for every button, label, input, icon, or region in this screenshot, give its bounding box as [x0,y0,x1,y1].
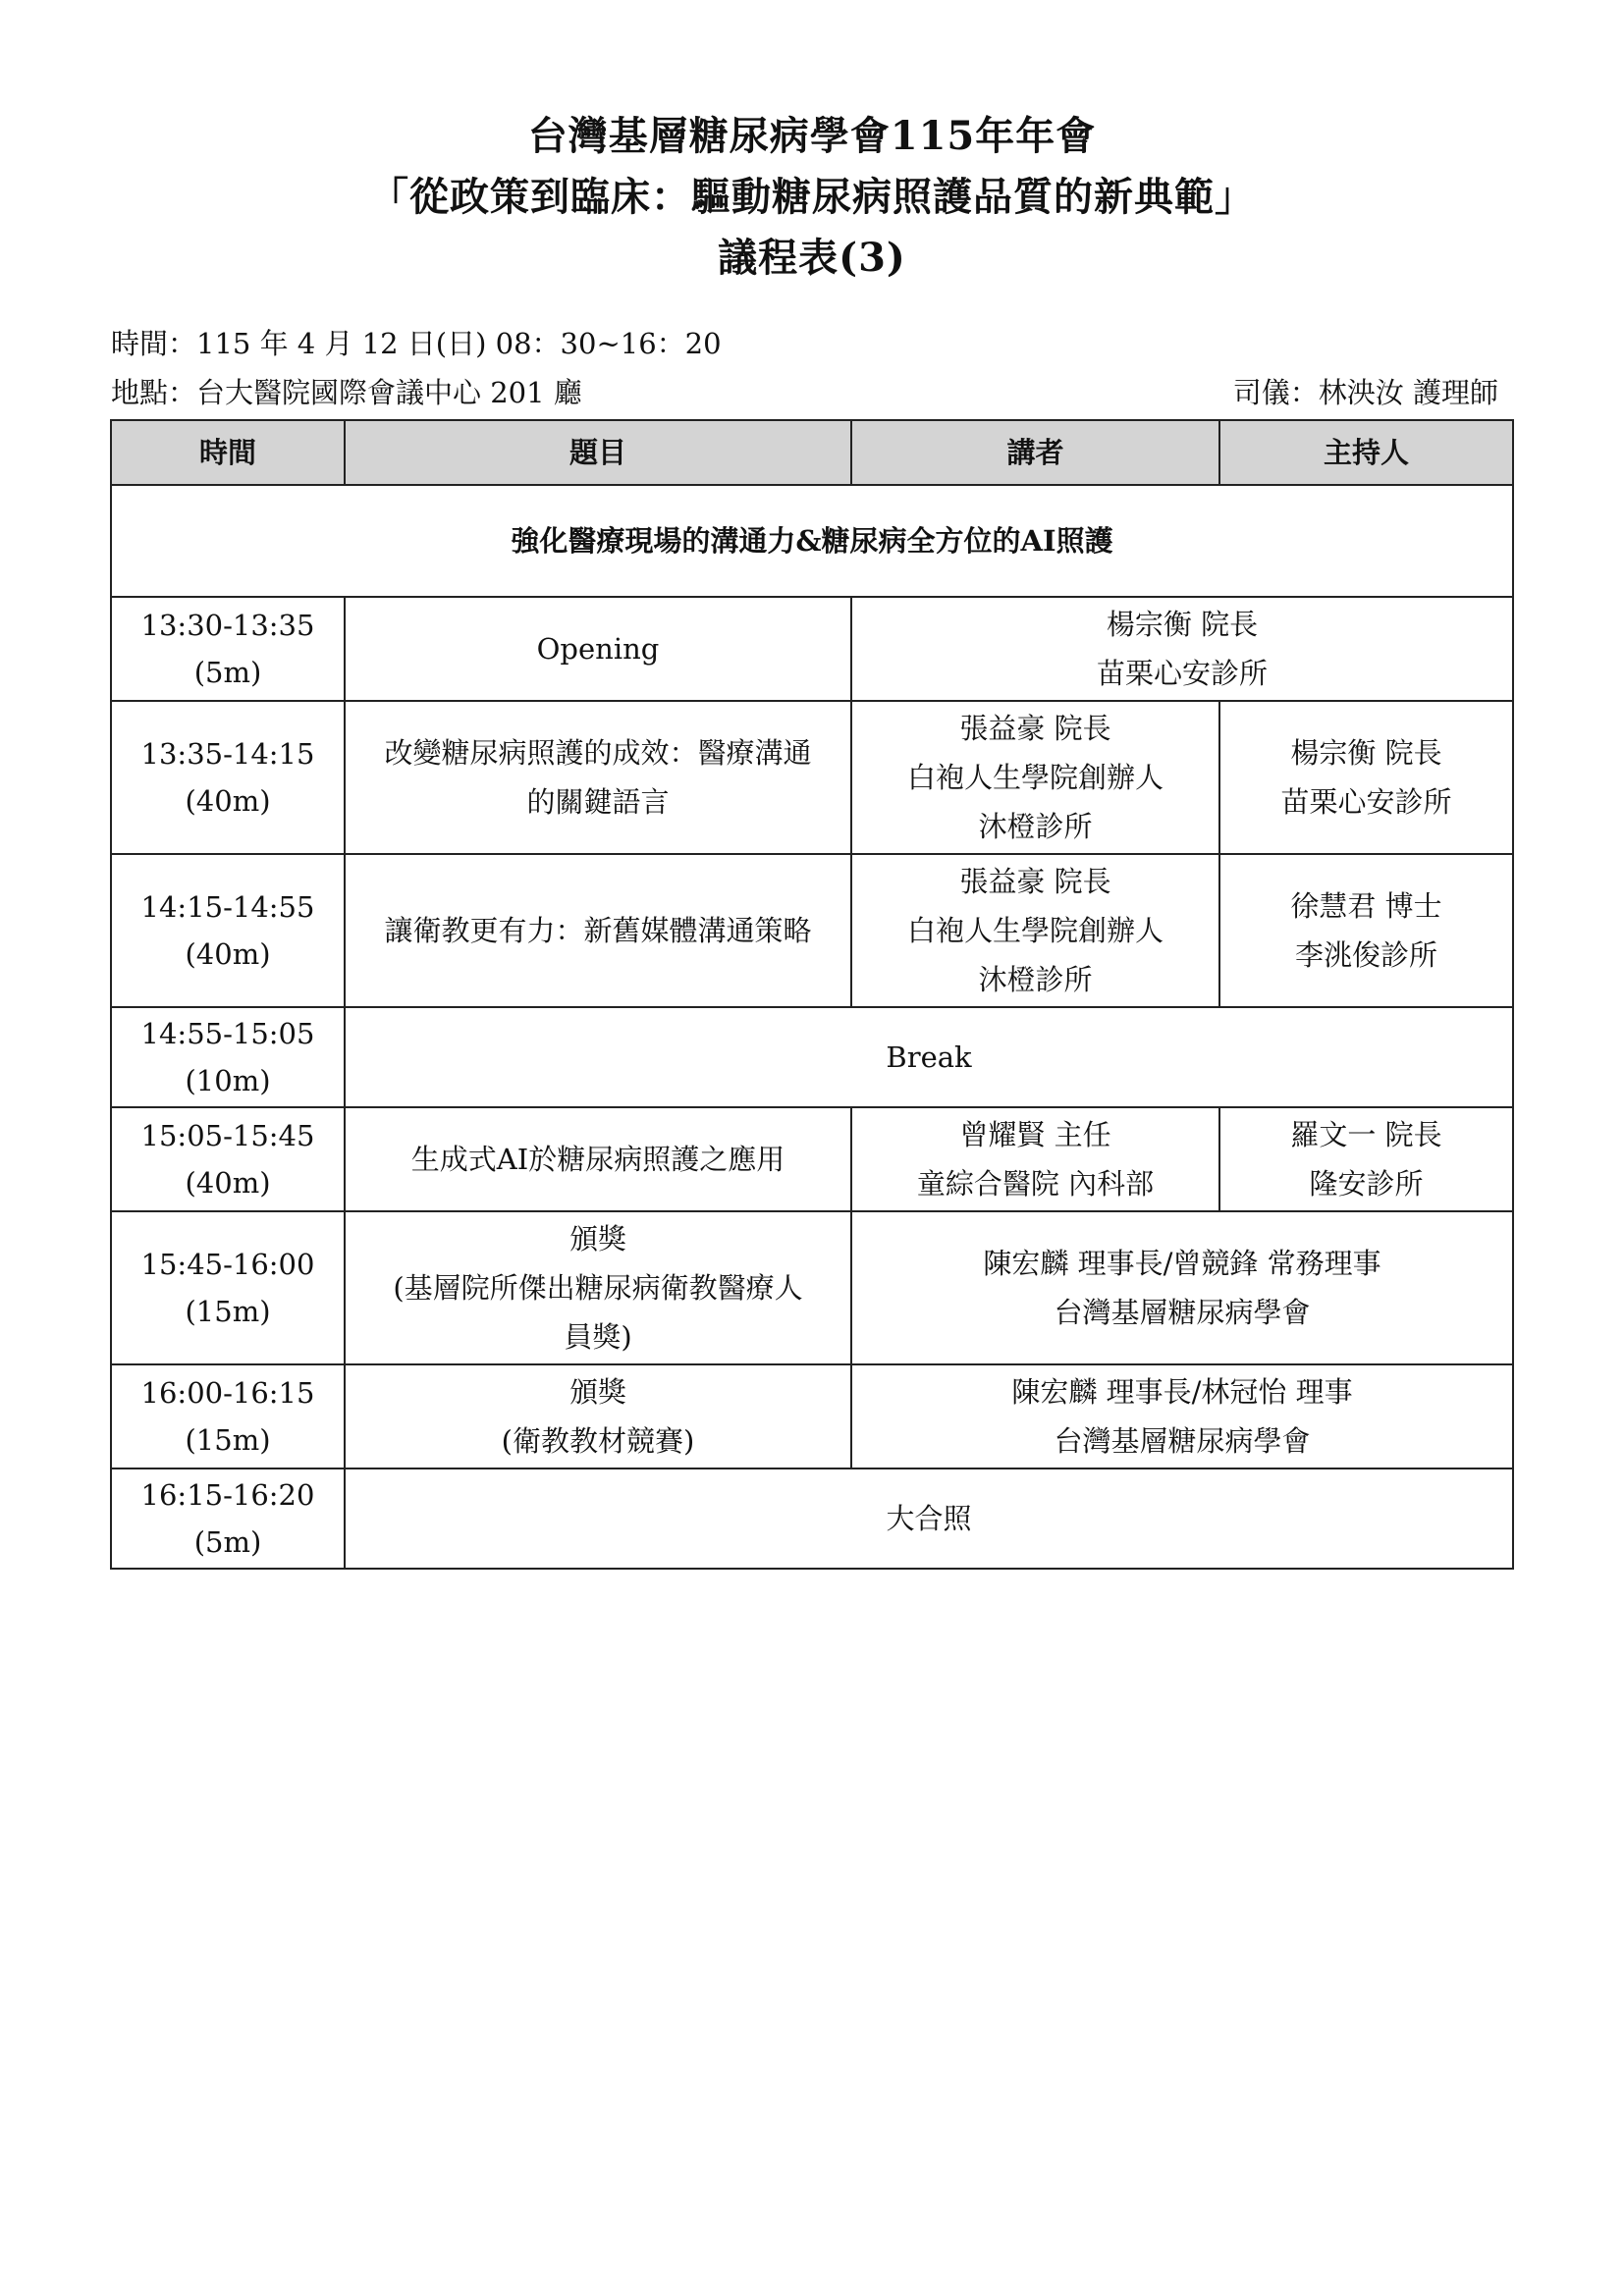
table-row [111,597,1513,701]
duration: (40m) [185,937,271,971]
duration: (15m) [185,1295,271,1328]
table-row [111,1364,1513,1468]
time-range: 16:15-16:20 [140,1478,315,1512]
topic-line: 頒獎 [568,1375,626,1409]
time-range: 13:35-14:15 [140,737,315,771]
speaker-moderator-cell [851,1364,1513,1468]
title-line-2: 「從政策到臨床：驅動糖尿病照護品質的新典範」 [369,174,1255,220]
speaker-affiliation: 沐橙診所 [978,963,1093,996]
moderator-name: 楊宗衡 院長 [1290,736,1442,770]
duration: (15m) [185,1423,271,1457]
speaker-name: 曾耀賢 主任 [959,1118,1111,1151]
speaker-affiliation: 白袍人生學院創辦人 [906,761,1164,794]
time-cell [111,1211,345,1364]
speaker-affiliation: 白袍人生學院創辦人 [906,914,1164,947]
moderator-affiliation: 隆安診所 [1309,1167,1424,1201]
title-line-1: 台灣基層糖尿病學會115年年會 [527,113,1097,159]
person-name: 陳宏麟 理事長/林冠怡 理事 [1011,1375,1353,1409]
break-cell: Break [345,1007,1513,1107]
topic-cell [345,1364,851,1468]
header-speaker: 講者 [851,420,1219,485]
session-title: 強化醫療現場的溝通力&糖尿病全方位的AI照護 [111,485,1513,597]
moderator-affiliation: 李洮俊診所 [1294,938,1437,972]
moderator-cell [1219,1107,1513,1211]
time-cell [111,854,345,1007]
topic-cell: 讓衛教更有力：新舊媒體溝通策略 [345,854,851,1007]
topic-line: 的關鍵語言 [526,785,670,819]
group-photo-cell: 大合照 [345,1468,1513,1569]
topic-line: 頒獎 [568,1222,626,1255]
speaker-affiliation: 童綜合醫院 內科部 [916,1167,1155,1201]
speaker-cell [851,854,1219,1007]
table-row [111,701,1513,854]
document-title [0,106,1624,289]
header-topic: 題目 [345,420,851,485]
time-range: 14:55-15:05 [140,1017,315,1050]
time-cell [111,1007,345,1107]
person-name: 陳宏麟 理事長/曾競鋒 常務理事 [983,1247,1381,1280]
person-affiliation: 苗栗心安診所 [1096,657,1268,690]
mc-info: 司儀：林泱汝 護理師 [1232,376,1498,409]
time-range: 16:00-16:15 [140,1376,315,1410]
speaker-cell [851,701,1219,854]
place-info: 地點：台大醫院國際會議中心 201 廳 [111,376,582,409]
person-affiliation: 台灣基層糖尿病學會 [1054,1296,1311,1329]
moderator-name: 羅文一 院長 [1290,1118,1442,1151]
person-affiliation: 台灣基層糖尿病學會 [1054,1424,1311,1458]
duration: (5m) [193,1525,262,1559]
table-row [111,1468,1513,1569]
title-line-3: 議程表(3) [718,235,906,281]
person-name: 楊宗衡 院長 [1106,608,1259,641]
header-time: 時間 [111,420,345,485]
time-cell [111,701,345,854]
time-cell [111,1468,345,1569]
table-row [111,1211,1513,1364]
time-info: 時間：115 年 4 月 12 日(日) 08：30~16：20 [111,327,722,360]
table-header-row [111,420,1513,485]
speaker-cell [851,1107,1219,1211]
speaker-name: 張益豪 院長 [959,865,1111,898]
moderator-name: 徐慧君 博士 [1290,889,1442,923]
topic-cell [345,701,851,854]
table-row [111,854,1513,1007]
table-row [111,1007,1513,1107]
topic-cell [345,1211,851,1364]
agenda-table [110,419,1514,1570]
time-cell [111,1364,345,1468]
topic-line: 員獎) [564,1320,632,1354]
duration: (5m) [193,656,262,689]
topic-cell: Opening [345,597,851,701]
speaker-affiliation: 沐橙診所 [978,810,1093,843]
time-range: 15:05-15:45 [140,1119,315,1152]
speaker-name: 張益豪 院長 [959,712,1111,745]
speaker-moderator-cell [851,1211,1513,1364]
table-row [111,1107,1513,1211]
time-cell [111,1107,345,1211]
moderator-cell [1219,701,1513,854]
session-row [111,485,1513,597]
topic-line: (基層院所傑出糖尿病衛教醫療人 [393,1271,803,1305]
speaker-moderator-cell [851,597,1513,701]
header-moderator: 主持人 [1219,420,1513,485]
topic-cell: 生成式AI於糖尿病照護之應用 [345,1107,851,1211]
time-range: 14:15-14:55 [140,890,315,924]
duration: (40m) [185,784,271,818]
duration: (10m) [185,1064,271,1097]
topic-line: 改變糖尿病照護的成效：醫療溝通 [384,736,812,770]
moderator-cell [1219,854,1513,1007]
moderator-affiliation: 苗栗心安診所 [1280,785,1452,819]
topic-line: (衛教教材競賽) [501,1424,695,1458]
time-range: 13:30-13:35 [140,609,315,642]
time-range: 15:45-16:00 [140,1248,315,1281]
time-cell [111,597,345,701]
duration: (40m) [185,1166,271,1200]
